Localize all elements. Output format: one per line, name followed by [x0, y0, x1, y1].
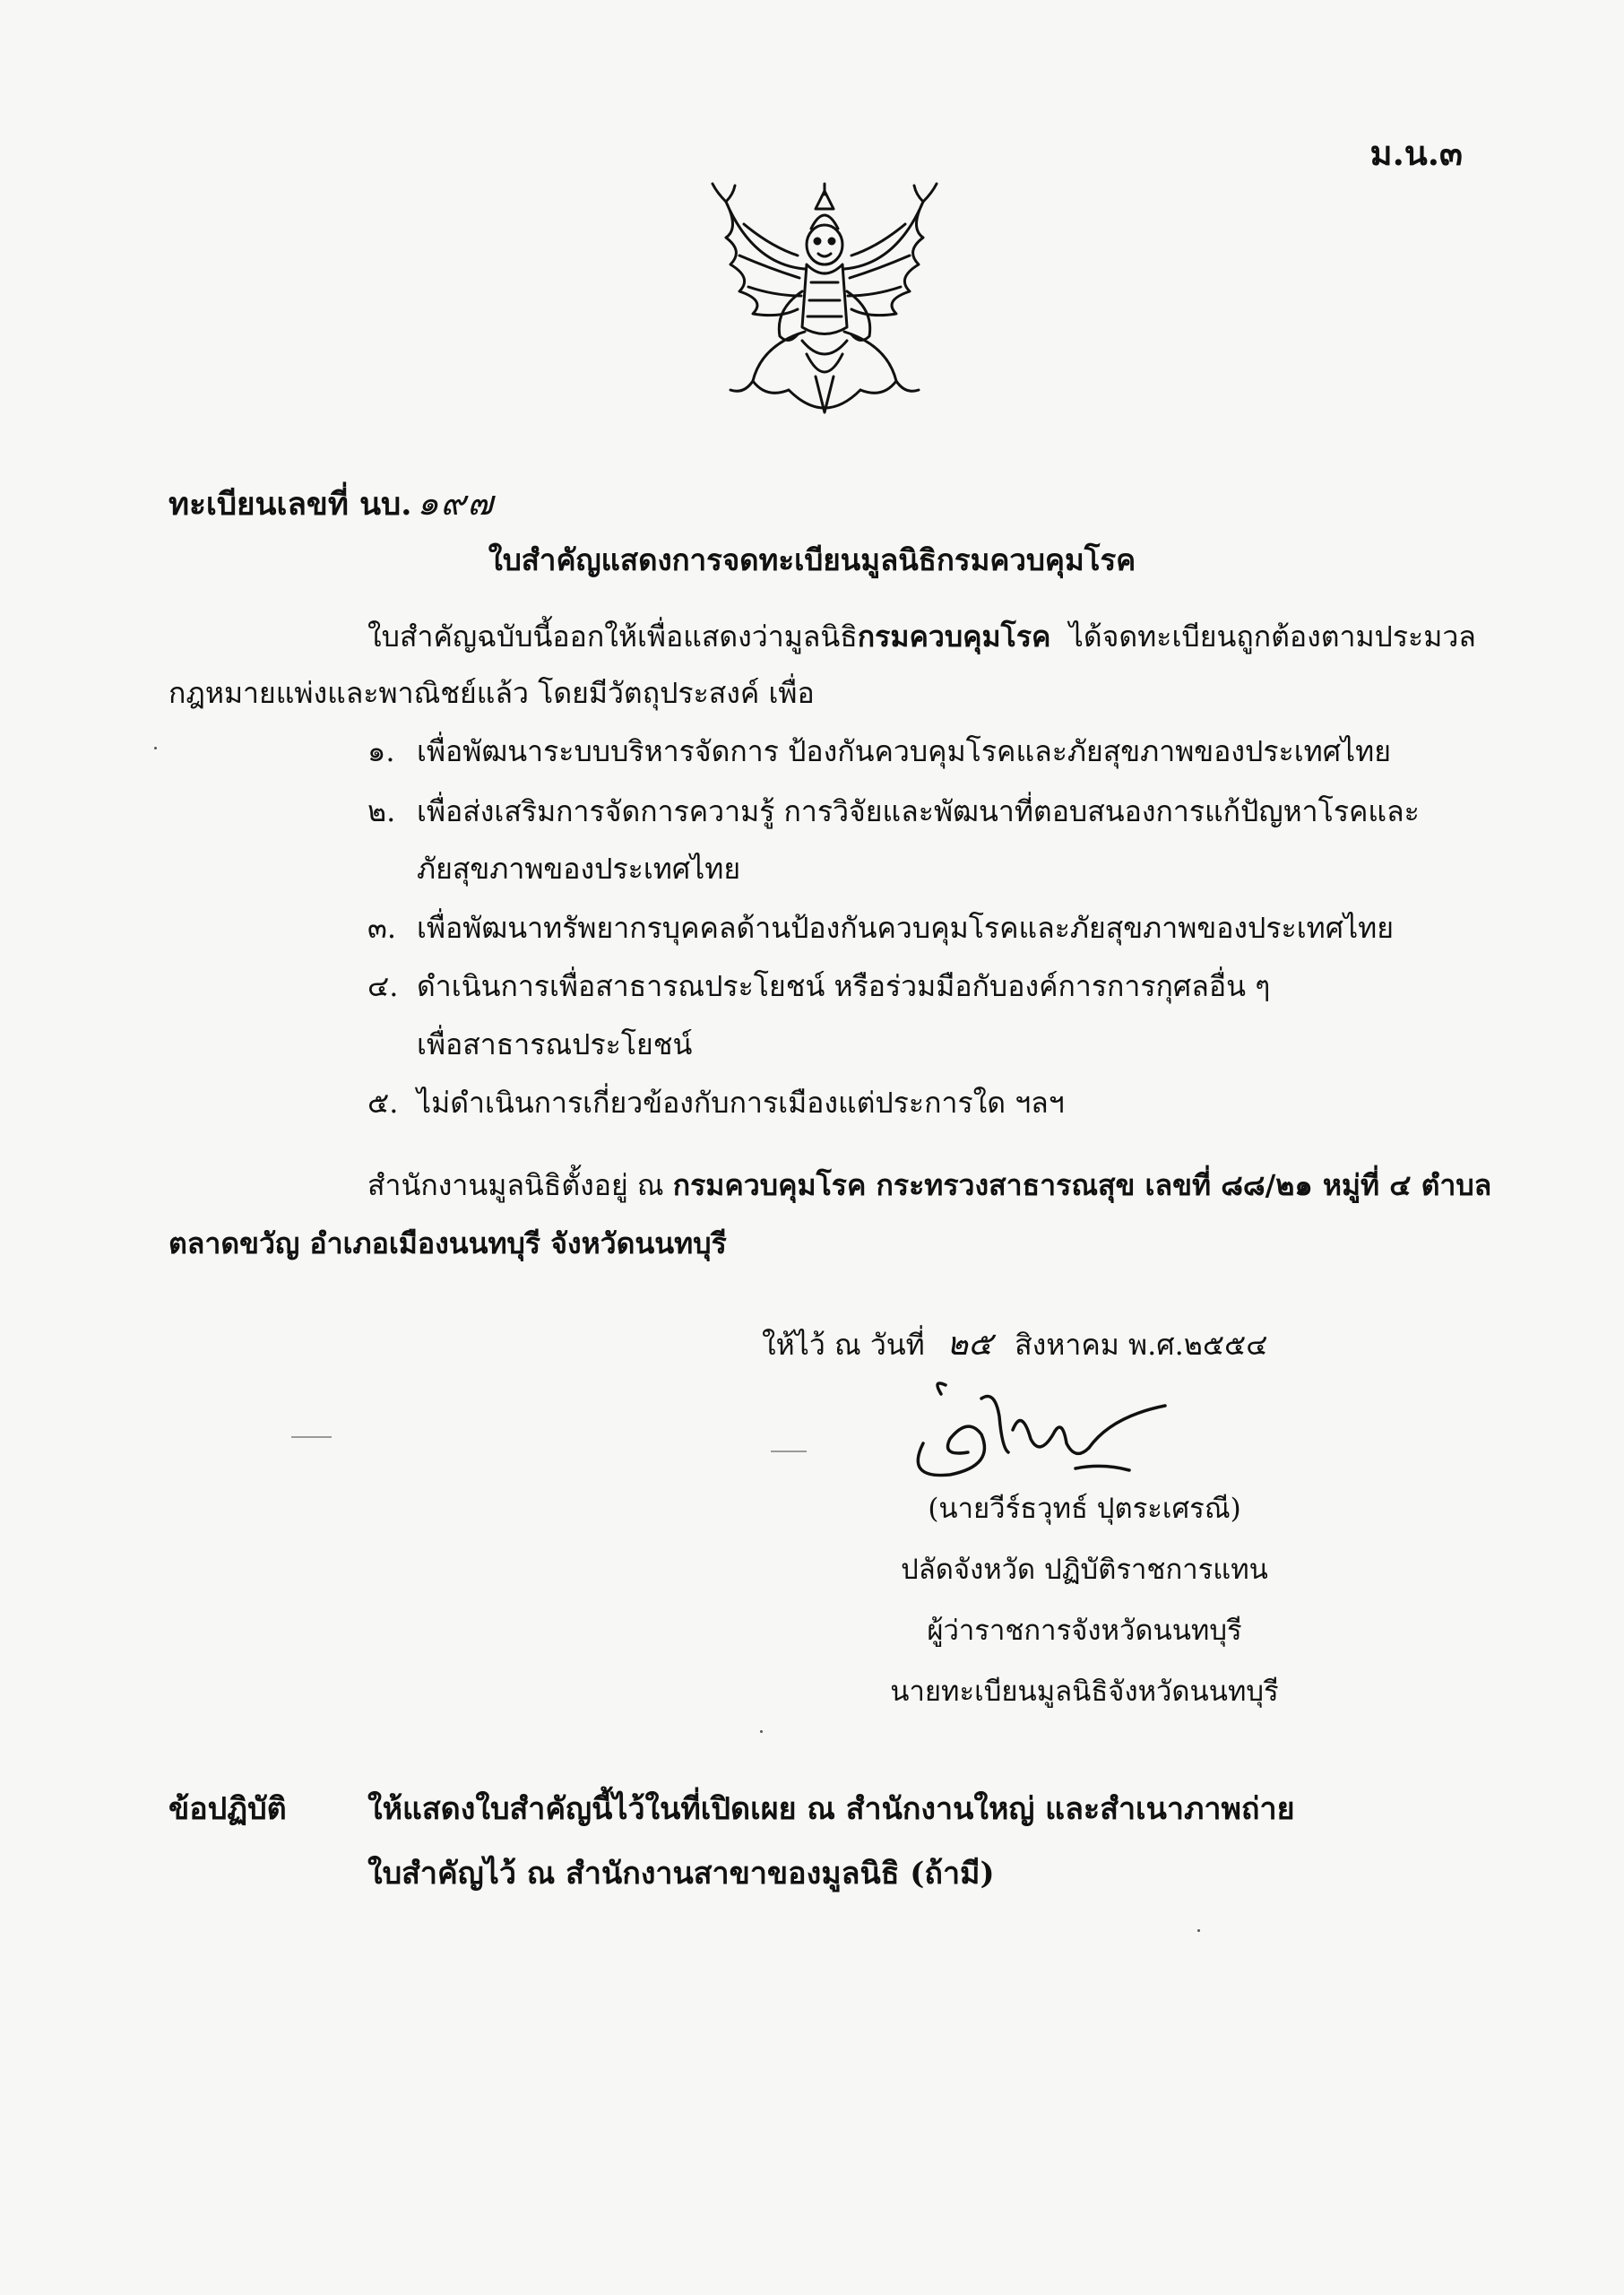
garuda-emblem-icon [690, 175, 959, 435]
faint-dot [1197, 1929, 1200, 1932]
intro-line-2: กฎหมายแพ่งและพาณิชย์แล้ว โดยมีวัตถุประสงค์ เพื่อ [168, 676, 815, 710]
intro-line-1: ใบสำคัญฉบับนี้ออกให้เพื่อแสดงว่ามูลนิธิกรมควบคุมโรค ได้จดทะเบียนถูกต้องตามประมวล [367, 619, 1476, 654]
regulation-line-2: ใบสำคัญไว้ ณ สำนักงานสาขาของมูลนิธิ (ถ้ามี) [367, 1856, 995, 1892]
registration-label: ทะเบียนเลขที่ นบ. [168, 486, 412, 523]
faint-mark [771, 1451, 807, 1452]
objective-item-continuation: ภัยสุขภาพของประเทศไทย [417, 852, 741, 886]
objective-item: ๒. เพื่อส่งเสริมการจัดการความรู้ การวิจัยและพัฒนาที่ตอบสนองการแก้ปัญหาโรคและ [367, 794, 1420, 828]
faint-mark [291, 1436, 332, 1438]
signatory-position: นายทะเบียนมูลนิธิจังหวัดนนทบุรี [890, 1676, 1279, 1708]
objective-item: ๓. เพื่อพัฒนาทรัพยากรบุคคลด้านป้องกันควบคุมโรคและภัยสุขภาพของประเทศไทย [367, 911, 1394, 945]
objective-item-continuation: เพื่อสาธารณประโยชน์ [417, 1027, 693, 1061]
signatory-name: (นายวีร์ธวุทธ์ ปุตระเศรณี) [928, 1493, 1241, 1525]
form-code: ม.น.๓ [1369, 133, 1463, 173]
regulation-line-1: ให้แสดงใบสำคัญนี้ไว้ในที่เปิดเผย ณ สำนักงานใหญ่ และสำเนาภาพถ่าย [367, 1791, 1295, 1827]
registration-number [168, 475, 495, 530]
signatory-position: ผู้ว่าราชการจังหวัดนนทบุรี [927, 1615, 1242, 1647]
faint-dot [154, 747, 157, 749]
office-address-line-1: สำนักงานมูลนิธิตั้งอยู่ ณ กรมควบคุมโรค กระทรวงสาธารณสุข เลขที่ ๘๘/๒๑ หมู่ที่ ๔ ตำบล [367, 1168, 1492, 1202]
registration-number-handwritten: ๑๙๗ [417, 483, 495, 523]
document-title: ใบสำคัญแสดงการจดทะเบียนมูลนิธิกรมควบคุมโรค [488, 542, 1136, 577]
signatory-position: ปลัดจังหวัด ปฏิบัติราชการแทน [901, 1554, 1268, 1586]
regulation-label: ข้อปฏิบัติ [168, 1791, 287, 1827]
issued-date: ให้ไว้ ณ วันที่ ๒๕ สิงหาคม พ.ศ.๒๕๕๔ [762, 1318, 1267, 1369]
objective-item: ๕. ไม่ดำเนินการเกี่ยวข้องกับการเมืองแต่ประการใด ฯลฯ [367, 1086, 1065, 1120]
objective-item: ๑. เพื่อพัฒนาระบบบริหารจัดการ ป้องกันควบคุมโรคและภัยสุขภาพของประเทศไทย [367, 734, 1391, 768]
faint-dot [760, 1730, 763, 1733]
handwritten-signature-icon [896, 1363, 1183, 1497]
office-address-line-2: ตลาดขวัญ อำเภอเมืองนนทบุรี จังหวัดนนทบุรี [168, 1226, 727, 1260]
issued-day-handwritten: ๒๕ [946, 1326, 993, 1363]
objective-item: ๔. ดำเนินการเพื่อสาธารณประโยชน์ หรือร่วมมือกับองค์การการกุศลอื่น ๆ [367, 969, 1271, 1003]
